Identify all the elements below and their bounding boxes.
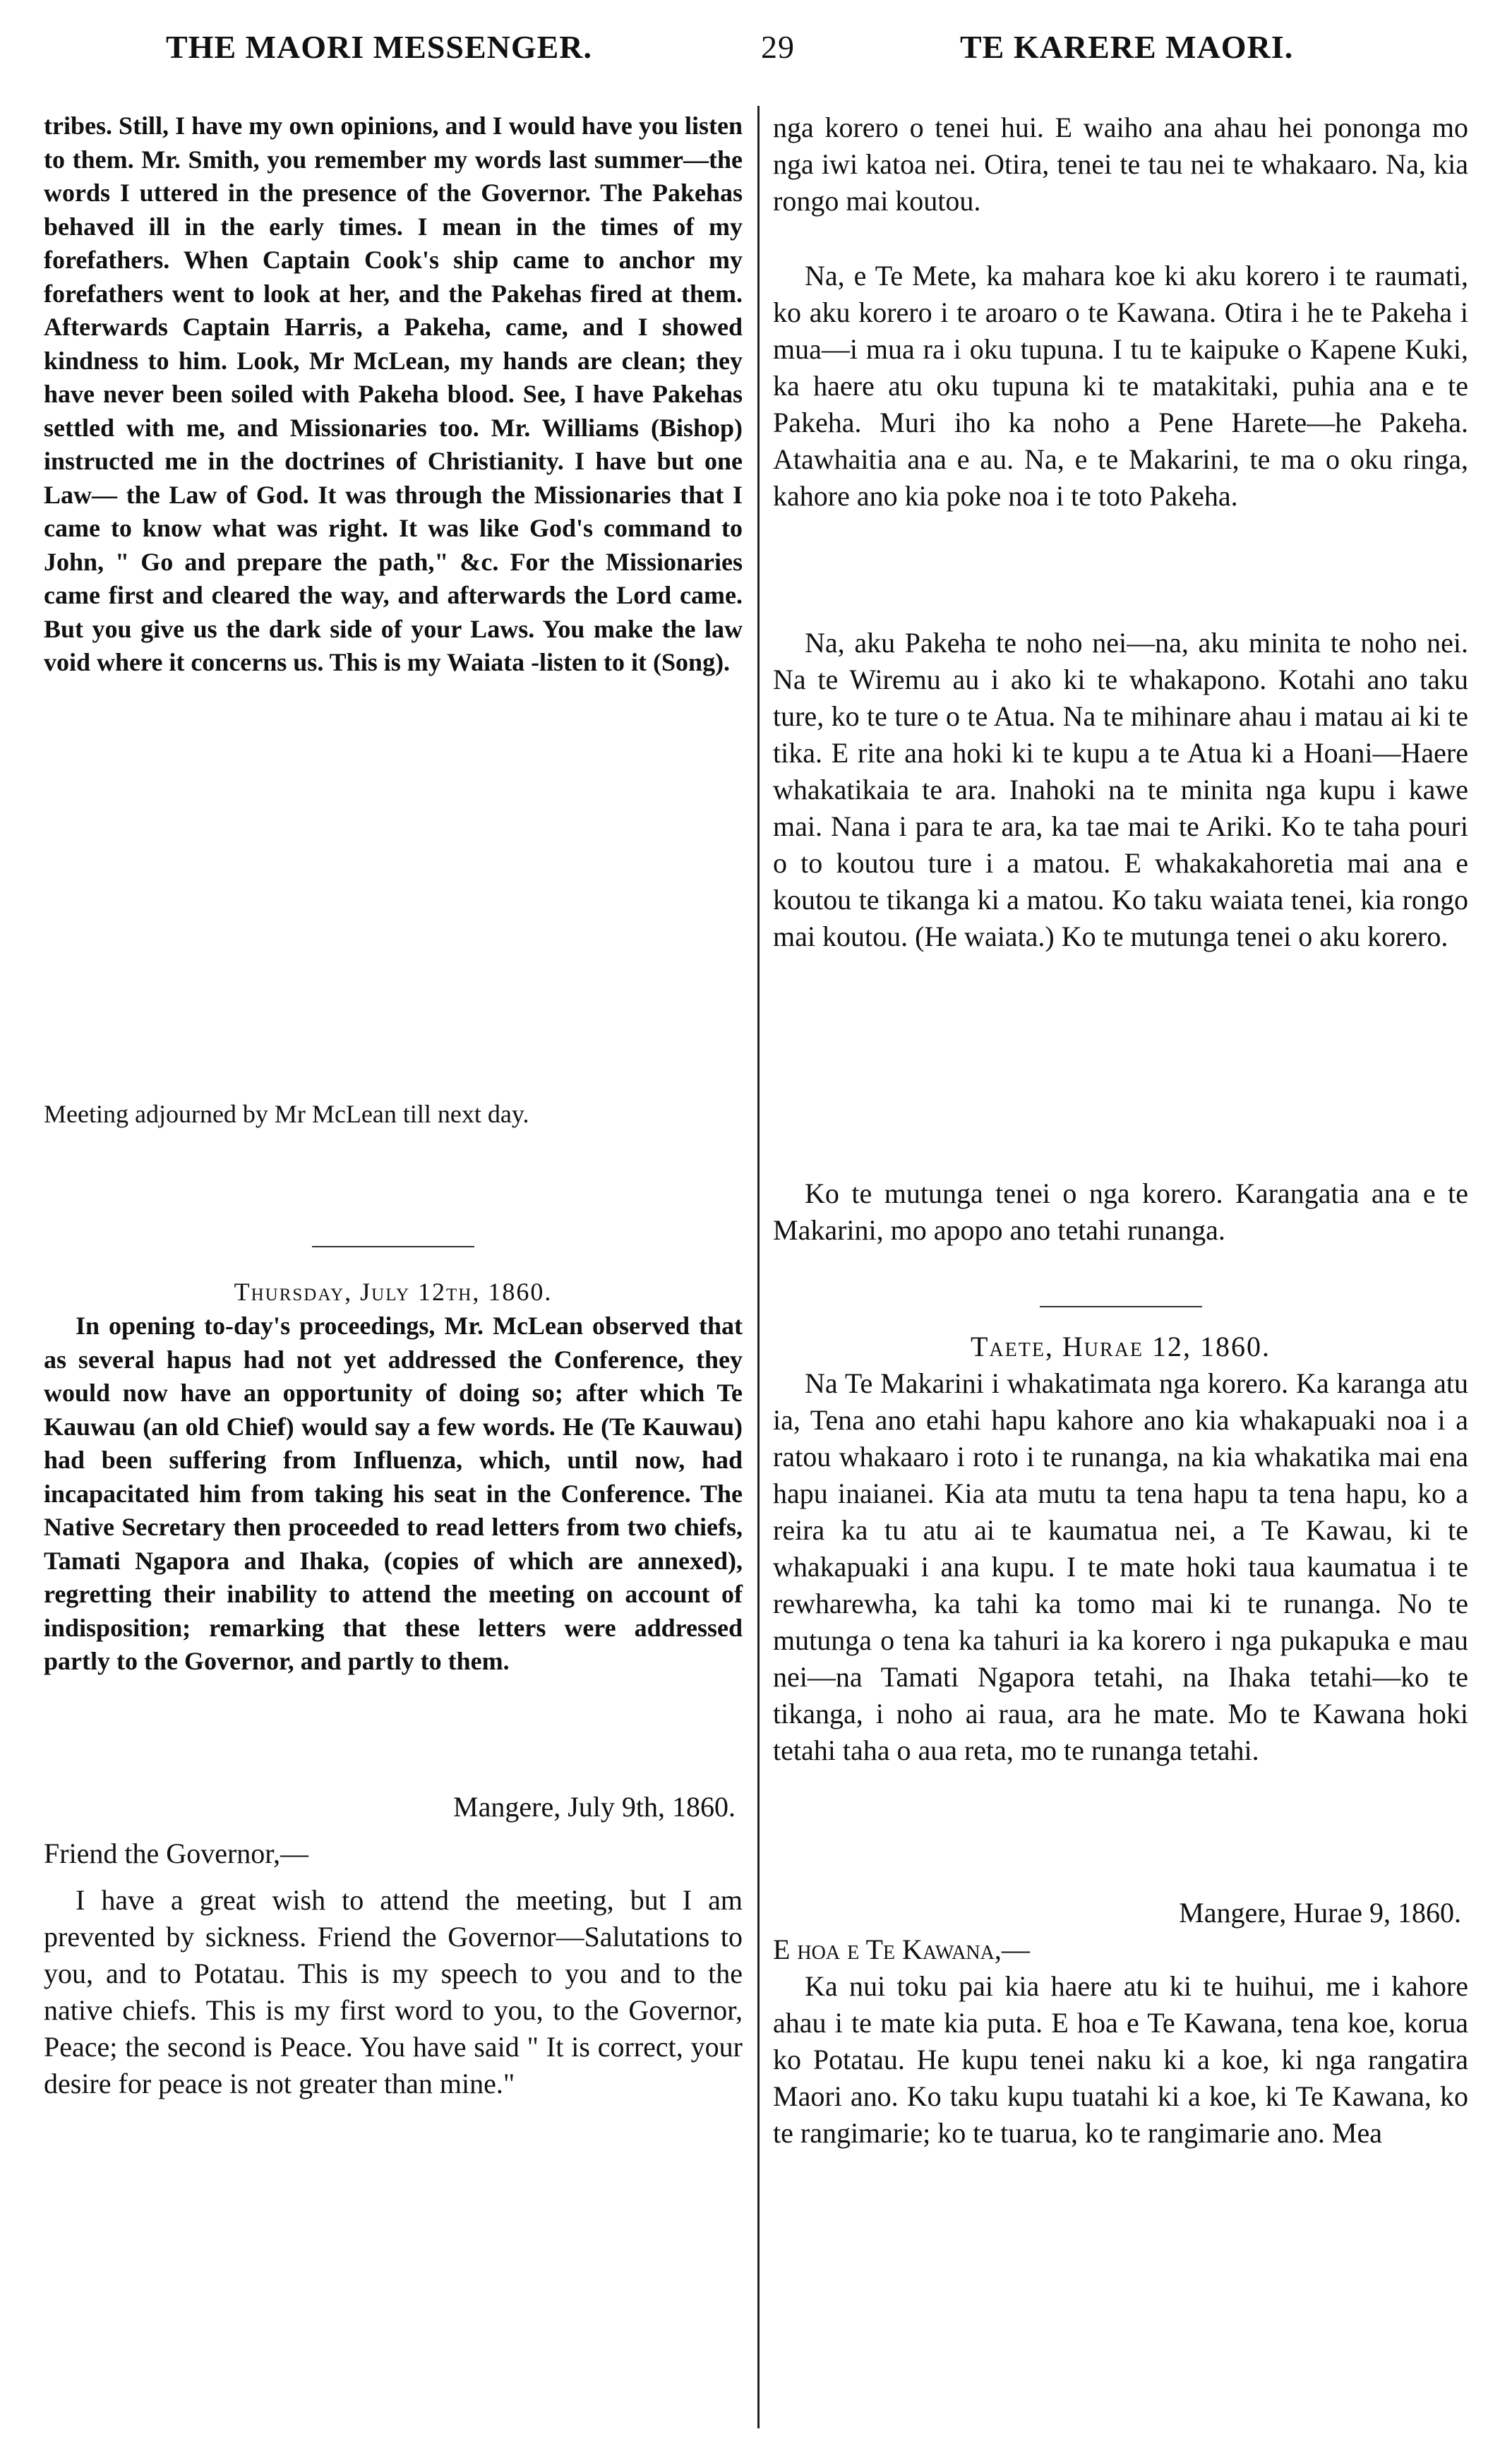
page-header: [0, 28, 1512, 85]
section-rule: [1040, 1306, 1202, 1307]
column-divider: [757, 106, 760, 2428]
maori-letter-salutation: E hoa e Te Kawana,—: [773, 1934, 1030, 1965]
header-maori-title: TE KARERE MAORI.: [960, 29, 1294, 65]
english-speech-paragraph: tribes. Still, I have my own opinions, and I would have you listen to them. Mr. Smith, you remember my words last summer—the words I uttered in the presence of the Governor. The Pakehas behaved ill in the early times. I mean in the times of my forefathers. When Captain Cook's ship came to anchor my forefathers went to look at her, and the Pakehas fired at them. Afterwards Captain Harris, a Pakeha, came, and I showed kindness to him. Look, Mr McLean, my hands are clean; they have never been soiled with Pakeha blood. See, I have Pakehas settled with me, and Missionaries too. Mr. Williams (Bishop) instructed me in the doctrines of Christianity. I have but one Law— the Law of God. It was through the Missionaries that I came to know what was right. It was like God's command to John, " Go and prepare the path," &c. For the Missionaries came first and cleared the way, and afterwards the Lord came. But you give us the dark side of your Laws. You make the law void where it concerns us. This is my Waiata -listen to it (Song).: [44, 112, 743, 676]
english-column: [44, 109, 743, 2102]
maori-paragraph-1: nga korero o tenei hui. E waiho ana ahau hei pononga mo nga iwi katoa nei. Otira, tenei te tau nei te whakaaro. Na, kia rongo mai koutou.: [773, 112, 1468, 217]
english-letter-salutation: Friend the Governor,—: [44, 1838, 308, 1869]
maori-letter-place-date: Mangere, Hurae 9, 1860.: [1179, 1897, 1461, 1929]
maori-paragraph-2: Na, e Te Mete, ka mahara koe ki aku korero i te raumati, ko aku korero i te aroaro o te Kawana. Otira i he te Pakeha i mua—i mua ra i oku tupuna. I tu te kaipuke o Kapene Kuki, ka haere atu oku tupuna ki te matakitaki, puhia ana e te Pakeha. Muri iho ka noho a Pene Harete—he Pakeha. Atawhaitia ana e au. Na, e te Makarini, te ma o oku ringa, kahore ano kia poke noa i te toto Pakeha.: [773, 260, 1468, 512]
maori-proceedings-paragraph: Na Te Makarini i whakatimata nga korero. Ka karanga atu ia, Tena ano etahi hapu kahore ano kia whakapuaki noa i a ratou whakaaro i roto i te runanga, na kia whakatika mai ena hapu inaianei. Kia ata mutu ta tena hapu ta tena hapu, ko a reira ka tu atu ai te kaumatua nei, a Te Kawau, ki te whakapuaki i ana kupu. I te mate hoki taua kaumatua i te rewharewha, ka tahi ka tomo mai ki te runanga. No te mutunga o tena ka tahuri ia ka korero i nga pukapuka e mau nei—na Tamati Ngapora tetahi, na Ihaka tetahi—ko te tikanga, i noho ai raua, ara he mate. Mo te Kawana hoki tetahi taha o aua reta, mo te runanga tetahi.: [773, 1367, 1468, 1766]
section-rule: [312, 1246, 474, 1247]
maori-section-date: Taete, Hurae 12, 1860.: [970, 1331, 1271, 1362]
english-letter-place-date: Mangere, July 9th, 1860.: [453, 1791, 736, 1823]
english-letter-body: I have a great wish to attend the meeting, but I am prevented by sickness. Friend the Governor—Salutations to you, and to Potatau. This is my speech to you and to the native chiefs. This is my first word to you, to the Governor, Peace; the second is Peace. You have said " It is correct, your desire for peace is not greater than mine.": [44, 1884, 743, 2099]
header-english-title: THE MAORI MESSENGER.: [166, 29, 593, 65]
page-number: 29: [761, 29, 795, 65]
maori-paragraph-3: Na, aku Pakeha te noho nei—na, aku minita te noho nei. Na te Wiremu au i ako ki te whakapono. Kotahi ano taku ture, ko te ture o te Atua. Na te mihinare ahau i matau ai ki te tika. E rite ana hoki ki te kupu a te Atua ki a Hoani—Haere whakatikaia te ara. Inahoki na te minita nga kupu i kawe mai. Nana i para te ara, ka tae mai te Ariki. Ko te taha pouri o to koutou ture i a matou. E whakakahoretia mai ana e koutou te tikanga ki a matou. Ko taku waiata tenei, kia rongo mai koutou. (He waiata.) Ko te mutunga tenei o aku korero.: [773, 627, 1468, 952]
maori-column: [773, 109, 1468, 2152]
maori-paragraph-4: Ko te mutunga tenei o nga korero. Karangatia ana e te Makarini, mo apopo ano tetahi runanga.: [773, 1177, 1468, 1246]
english-section-date: Thursday, July 12th, 1860.: [234, 1278, 553, 1306]
adjourned-note: Meeting adjourned by Mr McLean till next day.: [44, 1100, 529, 1128]
english-proceedings-paragraph: In opening to-day's proceedings, Mr. McLean observed that as several hapus had not yet addressed the Conference, they would now have an opportunity of doing so; after which Te Kauwau (an old Chief) would say a few words. He (Te Kauwau) had been suffering from Influenza, which, until now, had incapacitated him from taking his seat in the Conference. The Native Secretary then proceeded to read letters from two chiefs, Tamati Ngapora and Ihaka, (copies of which are annexed), regretting their inability to attend the meeting on account of indisposition; remarking that these letters were addressed partly to the Governor, and partly to them.: [44, 1312, 743, 1675]
maori-letter-body: Ka nui toku pai kia haere atu ki te huihui, me i kahore ahau i te mate kia puta. E hoa e Te Kawana, tena koe, korua ko Potatau. He kupu tenei naku ki a koe, ki nga rangatira Maori ano. Ko taku kupu tuatahi ki a koe, ki Te Kawana, ko te rangimarie; ko te tuarua, ko te rangimarie ano. Mea: [773, 1970, 1468, 2149]
